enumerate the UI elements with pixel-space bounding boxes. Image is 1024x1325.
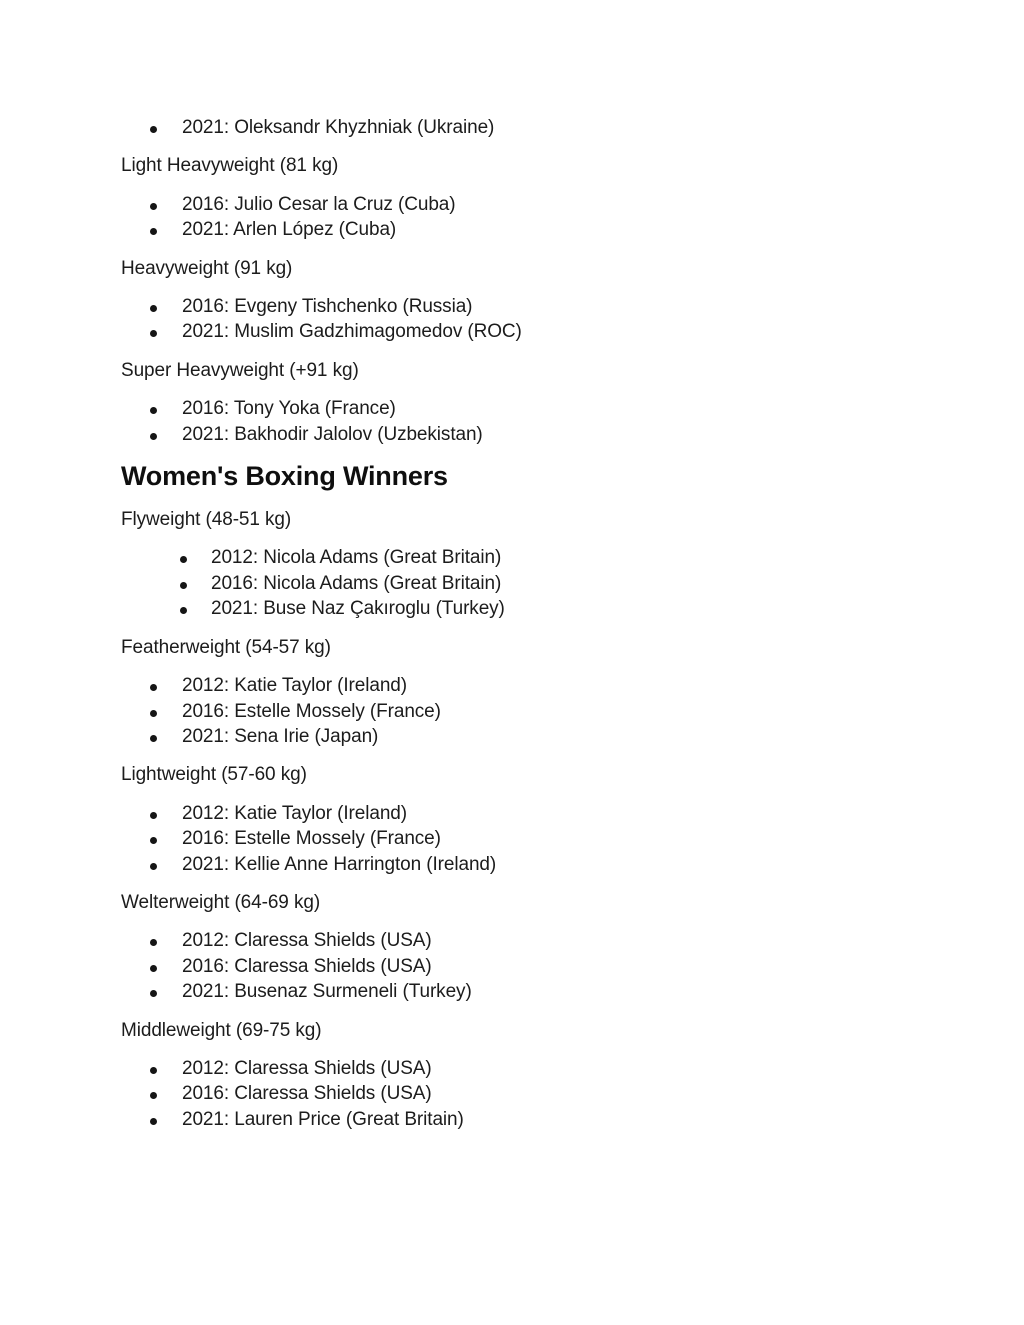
winner-list-item [121,979,944,1004]
bullet-icon [150,407,157,414]
winner-list [121,396,944,447]
winner-text: 2012: Katie Taylor (Ireland) [182,675,407,697]
winner-list [121,673,944,749]
winner-text: 2012: Claressa Shields (USA) [182,930,432,952]
winner-list-item [121,801,944,826]
bullet-icon [150,684,157,691]
bullet-icon [150,710,157,717]
winner-list-item [121,1081,944,1106]
winner-list-item [121,422,944,447]
bullet-icon [150,330,157,337]
winner-list [121,801,944,877]
winner-list-item [121,545,944,570]
winner-list [121,1056,944,1132]
bullet-icon [150,735,157,742]
winner-list [121,115,944,140]
winner-list-item [121,115,944,140]
winner-text: 2016: Estelle Mossely (France) [182,828,441,850]
winner-text: 2021: Arlen López (Cuba) [182,219,397,241]
section-heading-womens-boxing: Women's Boxing Winners [121,461,448,492]
winner-list [121,192,944,243]
winner-text: 2021: Busenaz Surmeneli (Turkey) [182,981,472,1003]
winner-text: 2021: Sena Irie (Japan) [182,725,379,747]
winner-text: 2016: Nicola Adams (Great Britain) [211,572,502,594]
winner-list-item [121,826,944,851]
bullet-icon [150,1092,157,1099]
winner-list-item [121,954,944,979]
winner-list-item [121,192,944,217]
winner-list-item [121,1056,944,1081]
bullet-icon [150,126,157,133]
winner-list-item [121,217,944,242]
winner-list-item [121,673,944,698]
weight-class-label: Light Heavyweight (81 kg) [121,155,339,177]
bullet-icon [150,433,157,440]
weight-class-label: Super Heavyweight (+91 kg) [121,359,359,381]
bullet-icon [180,582,187,589]
weight-class-label: Featherweight (54-57 kg) [121,636,331,658]
weight-class-label: Heavyweight (91 kg) [121,257,293,279]
winner-list-nested [121,545,944,621]
winner-list-item [121,596,944,621]
bullet-icon [150,812,157,819]
bullet-icon [150,203,157,210]
winner-list-item [121,724,944,749]
winner-text: 2021: Buse Naz Çakıroglu (Turkey) [211,598,505,620]
winner-list [121,928,944,1004]
winner-text: 2021: Muslim Gadzhimagomedov (ROC) [182,321,522,343]
weight-class-label: Welterweight (64-69 kg) [121,891,321,913]
winner-list-item [121,852,944,877]
winner-text: 2021: Oleksandr Khyzhniak (Ukraine) [182,117,495,138]
winner-text: 2012: Katie Taylor (Ireland) [182,802,407,824]
winner-text: 2016: Tony Yoka (France) [182,398,396,420]
bullet-icon [150,1067,157,1074]
bullet-icon [150,939,157,946]
bullet-icon [150,228,157,235]
winner-text: 2021: Lauren Price (Great Britain) [182,1108,464,1130]
weight-class-label: Lightweight (57-60 kg) [121,764,307,786]
winner-list-item [121,1107,944,1132]
weight-class-label: Flyweight (48-51 kg) [121,509,292,531]
winner-list-item [121,571,944,596]
winner-text: 2016: Evgeny Tishchenko (Russia) [182,296,473,318]
bullet-icon [150,837,157,844]
bullet-icon [180,607,187,614]
bullet-icon [150,863,157,870]
winner-list-item [121,319,944,344]
bullet-icon [150,1118,157,1125]
winner-text: 2012: Nicola Adams (Great Britain) [211,547,502,569]
bullet-icon [180,556,187,563]
winner-text: 2016: Claressa Shields (USA) [182,955,432,977]
winner-list-item [121,928,944,953]
bullet-icon [150,965,157,972]
winner-list-item [121,396,944,421]
winner-text: 2021: Kellie Anne Harrington (Ireland) [182,853,497,875]
bullet-icon [150,305,157,312]
winner-list [121,294,944,345]
winner-list-item [121,699,944,724]
winner-text: 2016: Estelle Mossely (France) [182,700,441,722]
winner-text: 2021: Bakhodir Jalolov (Uzbekistan) [182,423,483,445]
weight-class-label: Middleweight (69-75 kg) [121,1019,322,1041]
winner-text: 2016: Julio Cesar la Cruz (Cuba) [182,193,456,215]
winner-text: 2016: Claressa Shields (USA) [182,1083,432,1105]
winner-list-item [121,294,944,319]
winner-text: 2012: Claressa Shields (USA) [182,1057,432,1079]
bullet-icon [150,990,157,997]
